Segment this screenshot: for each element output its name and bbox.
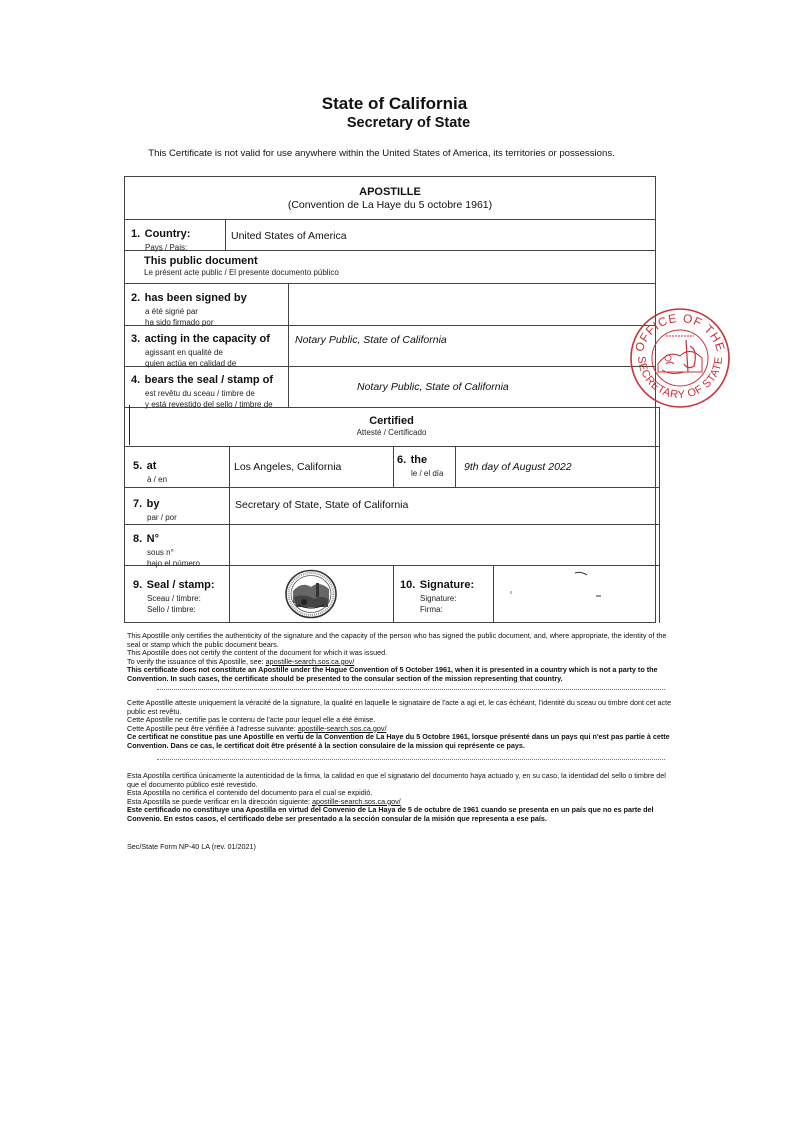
stamp-top-text: OFFICE OF THE <box>631 310 728 354</box>
field-date-value: 9th day of August 2022 <box>464 461 572 473</box>
row-divider <box>124 219 656 220</box>
footer-english: This Apostille only certifies the authenticity of the signature and the capacity of the person who has signed the public document, and, where appropriate, the identity of the seal or stamp which the public document bears. This Apostille does not certify the content of the document for which it was issued. To verify the issuance of this Apostille, see: apostille-search.sos.ca.gov/ This certificate does not constitute an Apostille under the Hague Convention of 5 October 1961, when it is presented in a country which is not a party to the Convention. In such cases, the certificate should be presented to the consular section of the mission representing that country. <box>127 632 672 684</box>
state-seal-icon <box>284 569 338 619</box>
column-divider <box>493 565 494 623</box>
section-divider <box>157 759 665 760</box>
field-by-value: Secretary of State, State of California <box>235 499 409 511</box>
footer-es-line1: Esta Apostilla certifica únicamente la autenticidad de la firma, la calidad en que el signatario del documento haya actuado y, en su caso, la identidad del sello o timbre del que el documento público esté revestido. <box>127 771 666 789</box>
field-seal-of-value: Notary Public, State of California <box>357 381 509 393</box>
column-divider <box>659 407 660 623</box>
column-divider <box>288 283 289 407</box>
footer-french: Cette Apostille atteste uniquement la véracité de la signature, la qualité en laquelle le signataire de l'acte a agi et, le cas échéant, l'identité du sceau ou timbre dont cet acte public est revêtu. Cette Apostille ne certifie pas le contenu de l'acte pour lequel elle a été émise. Cette Apostille peut être vérifiée à l'adresse suivante: apostille-search.sos.ca.gov/ Ce certificat ne constitue pas une Apostille en vertu de la Convention de La Haye du 5 Octobre 1961, lorsque présenté dans un pays qui n'est pas partie à cette Convention. Dans ce cas, le certificat doit être présenté à la section consulaire de la mission qui représente ce pays. <box>127 698 672 750</box>
footer-en-line4: This certificate does not constitute an Apostille under the Hague Convention of 5 October 1961, when it is presented in a country which is not a party to the Convention. In such cases, the certificate should be presented to the consular section of the mission representing that country. <box>127 665 658 683</box>
verify-link-fr[interactable]: apostille-search.sos.ca.gov/ <box>297 723 387 733</box>
column-divider <box>393 565 394 623</box>
apostille-heading: APOSTILLE <box>359 186 421 198</box>
row-divider <box>124 250 656 251</box>
column-divider <box>455 446 456 487</box>
verify-link-en[interactable]: apostille-search.sos.ca.gov/ <box>265 656 355 666</box>
column-divider <box>393 446 394 487</box>
column-divider <box>225 219 226 250</box>
stamp-bottom-text: SECRETARY OF STATE <box>634 355 726 402</box>
field-country-label: 1. Country: Pays / Pais: <box>131 228 191 252</box>
document-subtitle: Secretary of State <box>346 115 471 131</box>
footer-fr-line1: Cette Apostille atteste uniquement la véracité de la signature, la qualité en laquelle le signataire de l'acte a agi et, le cas échéant, l'identité du sceau ou timbre dont cet acte public est revêtu. <box>127 698 672 716</box>
form-id: Sec/State Form NP-40 LA (rev. 01/2021) <box>127 842 256 851</box>
field-signature-label: 10. Signature: Signature: Firma: <box>400 579 475 614</box>
footer-fr-line4: Ce certificat ne constitue pas une Apostille en vertu de la Convention de La Haye du 5 Octobre 1961, lorsque présenté dans un pays qui n'est pas partie à cette Convention. Dans ce cas, le certificat doit être présenté à la section consulaire de la mission qui représente ce pays. <box>127 732 670 750</box>
footer-en-line1: This Apostille only certifies the authenticity of the signature and the capacity of the person who has signed the public document, and, where appropriate, the identity of the seal or stamp which the public document bears. <box>127 631 667 649</box>
row-divider <box>124 487 659 488</box>
validity-notice: This Certificate is not valid for use anywhere within the United States of America, its territories or possessions. <box>148 148 615 159</box>
field-signed-by-label: 2. has been signed by a été signé par ha sido firmado por <box>131 292 247 327</box>
office-stamp-icon <box>628 306 732 410</box>
row-divider <box>124 524 659 525</box>
svg-text:SECRETARY OF STATE <box>635 356 725 401</box>
row-divider <box>124 283 656 284</box>
field-capacity-label: 3. acting in the capacity of agissant en qualité de quien actúa en calidad de <box>131 333 270 368</box>
verify-link-es[interactable]: apostille-search.sos.ca.gov/ <box>311 796 401 806</box>
field-seal-stamp-label: 9. Seal / stamp: Sceau / timbre: Sello / timbre: <box>133 579 215 614</box>
svg-text:OFFICE OF THE <box>632 311 728 354</box>
field-date-label: 6. the le / el día <box>397 454 444 478</box>
section-divider <box>157 689 665 690</box>
document-title: State of California <box>321 94 468 113</box>
field-seal-of-label: 4. bears the seal / stamp of est revêtu du sceau / timbre de y está revestido del sello / timbre de <box>131 374 274 409</box>
certified-cell: Certified Attesté / Certificado <box>356 415 427 437</box>
footer-fr-line2: Cette Apostille ne certifie pas le contenu de l'acte pour lequel elle a été émise. <box>127 715 376 725</box>
footer-es-line4: Este certificado no constituye una Apostilla en virtud del Convenio de La Haya de 5 de octubre de 1961 cuando se presenta en un país que no es parte del Convenio. En estos casos, el certificado debe ser presentado a la sección consular de la misión que representa a ese país. <box>127 805 654 823</box>
footer-en-line2: This Apostille does not certify the content of the document for which it was issued. <box>127 648 388 658</box>
row-divider <box>124 446 659 447</box>
field-country-value: United States of America <box>231 230 347 242</box>
field-public-document: This public document Le présent acte public / El presente documento público <box>144 255 339 277</box>
apostille-convention: (Convention de La Haye du 5 octobre 1961) <box>287 199 493 211</box>
column-divider <box>229 446 230 623</box>
signature-mark-icon <box>505 566 615 606</box>
field-at-value: Los Angeles, California <box>234 461 342 473</box>
apostille-heading-cell <box>124 186 656 211</box>
footer-spanish: Esta Apostilla certifica únicamente la autenticidad de la firma, la calidad en que el signatario del documento haya actuado y, en su caso, la identidad del sello o timbre del que el documento público esté revestido. Esta Apostilla no certifica el contenido del documento para el cual se expidió. Esta Apostilla se puede verificar en la dirección siguiente: apostille-search.sos.ca.gov/ Este certificado no constituye una Apostilla en virtud del Convenio de La Haya de 5 de octubre de 1961 cuando se presenta en un país que no es parte del Convenio. En estos casos, el certificado debe ser presentado a la sección consular de la misión que representa a ese país. <box>127 772 672 824</box>
field-number-label: 8. N° sous n° bajo el número <box>133 533 200 568</box>
field-at-label: 5. at à / en <box>133 460 168 484</box>
field-capacity-value: Notary Public, State of California <box>295 334 447 346</box>
field-by-label: 7. by par / por <box>133 498 177 522</box>
footer-es-line2: Esta Apostilla no certifica el contenido del documento para el cual se expidió. <box>127 788 373 798</box>
